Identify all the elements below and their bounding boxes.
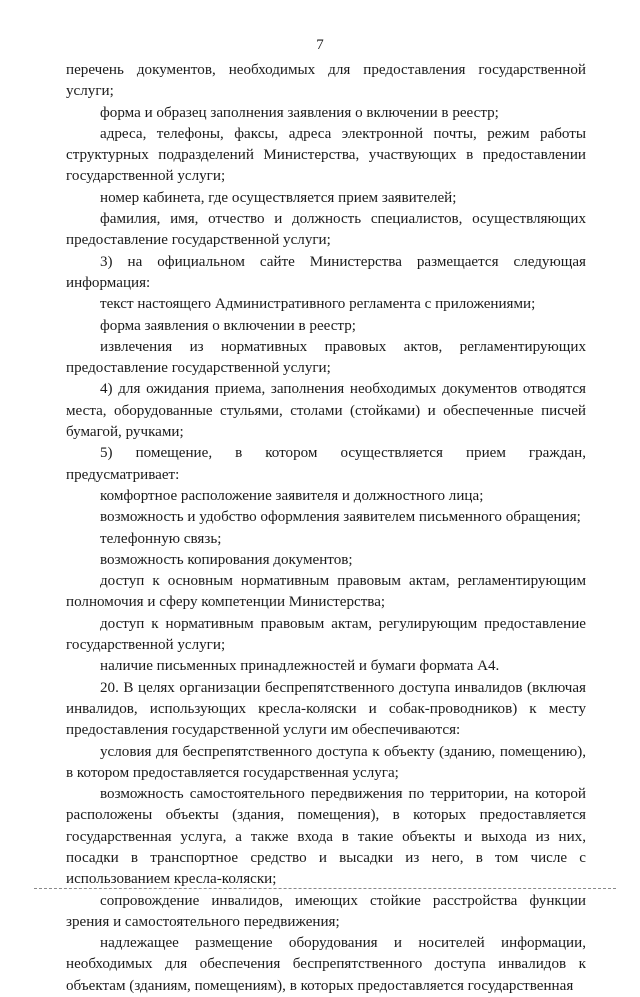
paragraph: форма и образец заполнения заявления о включении в реестр; xyxy=(100,104,499,121)
paragraph: возможность и удобство оформления заявителем письменного обращения; xyxy=(100,509,581,526)
paragraph: 4) для ожидания приема, заполнения необходимых документов отводятся места, оборудованные стульями, столами (стойками) и обеспеченные писчей бумагой, ручками; xyxy=(66,381,586,441)
paragraph: комфортное расположение заявителя и должностного лица; xyxy=(100,487,484,504)
paragraph: извлечения из нормативных правовых актов, регламентирующих предоставление государственной услуги; xyxy=(66,338,586,377)
paragraph: 3) на официальном сайте Министерства размещается следующая информация: xyxy=(66,253,586,291)
paragraph: телефонную связь; xyxy=(100,530,222,547)
paragraph: наличие письменных принадлежностей и бумаги формата А4. xyxy=(100,658,500,675)
paragraph: номер кабинета, где осуществляется прием заявителей; xyxy=(100,189,457,206)
paragraph: 5) помещение, в котором осуществляется прием граждан, предусматривает: xyxy=(66,445,586,483)
paragraph: фамилия, имя, отчество и должность специалистов, осуществляющих предоставление государственной услуги; xyxy=(66,211,586,249)
scan-edge-divider xyxy=(34,888,616,889)
paragraph: возможность копирования документов; xyxy=(100,551,353,568)
paragraph: форма заявления о включении в реестр; xyxy=(100,317,356,334)
paragraph: условия для беспрепятственного доступа к объекту (зданию, помещению), в котором предоставляется государственная услуга; xyxy=(66,743,586,781)
document-body xyxy=(66,60,586,997)
paragraph: текст настоящего Административного регламента с приложениями; xyxy=(100,296,536,313)
paragraph: доступ к основным нормативным правовым актам, регламентирующим полномочия и сферу компетенции Министерства; xyxy=(66,573,586,611)
paragraph: надлежащее размещение оборудования и носителей информации, необходимых для обеспечения беспрепятственного доступа инвалидов к объектам (зданиям, помещениям), в которых предоставляется государственная xyxy=(66,935,586,994)
paragraph: возможность самостоятельного передвижения по территории, на которой расположены объекты (здания, помещения), в которых предоставляется государственная услуга, а также входа в такие объекты и выхода из них, посадки в транспортное средство и высадки из него, в том числе с использованием кресла-коляски; xyxy=(66,786,586,888)
paragraph: доступ к нормативным правовым актам, регулирующим предоставление государственной услуги; xyxy=(66,615,586,654)
paragraph: перечень документов, необходимых для предоставления государственной услуги; xyxy=(66,62,586,100)
paragraph: 20. В целях организации беспрепятственного доступа инвалидов (включая инвалидов, использующих кресла-коляски и собак-проводников) к месту предоставления государственной услуги им обеспечиваются: xyxy=(66,679,586,739)
paragraph: сопровождение инвалидов, имеющих стойкие расстройства функции зрения и самостоятельного передвижения; xyxy=(66,892,586,930)
paragraph: адреса, телефоны, факсы, адреса электронной почты, режим работы структурных подразделений Министерства, участвующих в предоставлении государственной услуги; xyxy=(66,125,586,185)
page-number: 7 xyxy=(316,37,324,53)
